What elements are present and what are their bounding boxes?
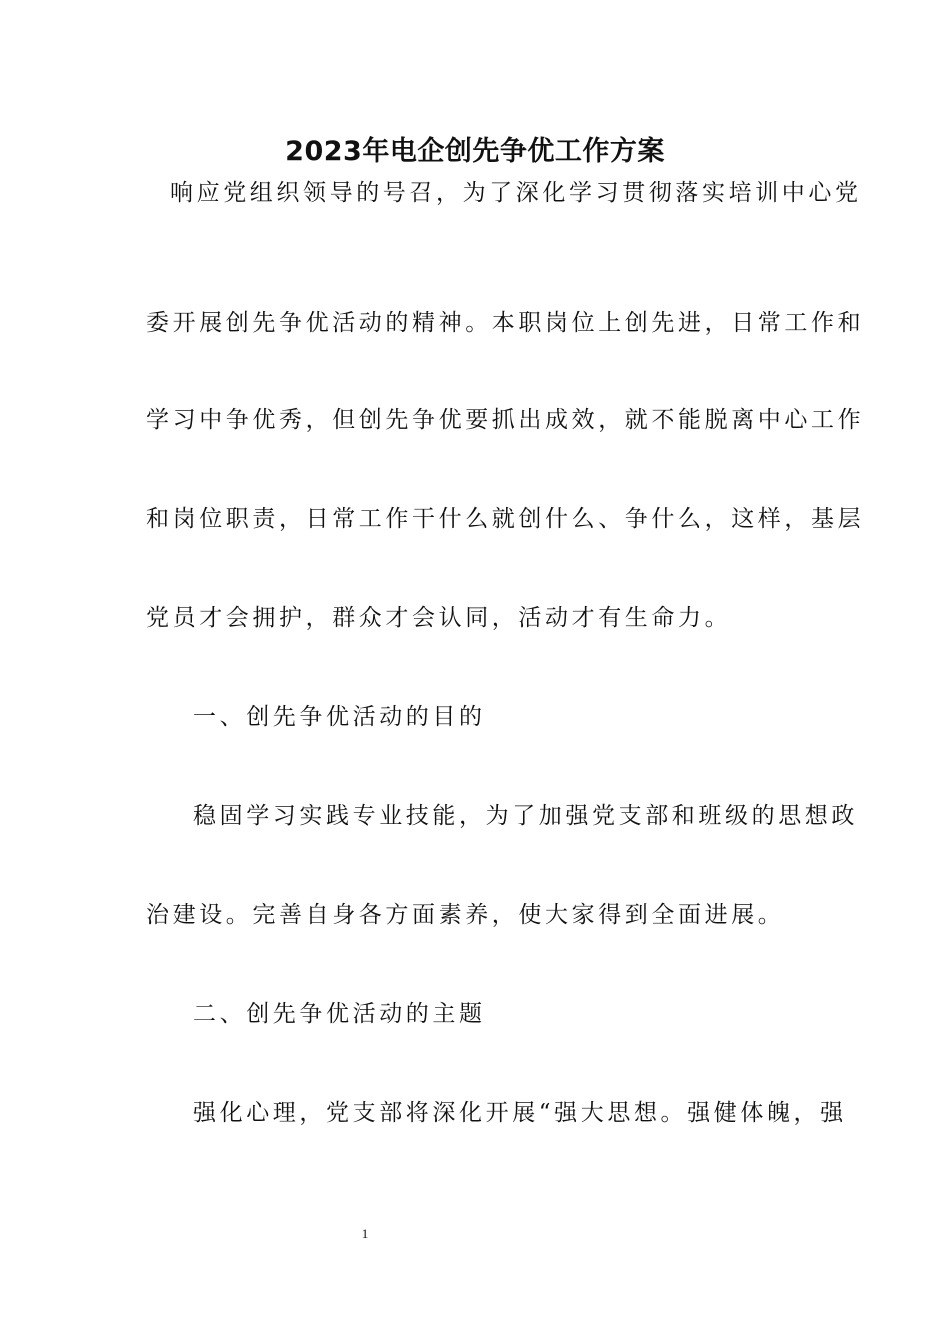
paragraph-line: 响应党组织领导的号召，为了深化学习贯彻落实培训中心党	[170, 180, 862, 206]
section-heading: 二、创先争优活动的主题	[193, 1001, 486, 1027]
document-title: 2023年电企创先争优工作方案	[285, 136, 665, 167]
section-heading: 一、创先争优活动的目的	[193, 704, 486, 730]
paragraph-line: 委开展创先争优活动的精神。本职岗位上创先进，日常工作和	[146, 310, 865, 336]
paragraph-line: 党员才会拥护，群众才会认同，活动才有生命力。	[146, 605, 732, 631]
paragraph-line: 和岗位职责，日常工作干什么就创什么、争什么，这样，基层	[146, 506, 865, 532]
paragraph-line: 学习中争优秀，但创先争优要抓出成效，就不能脱离中心工作	[146, 407, 865, 433]
paragraph-line: 强化心理，党支部将深化开展“强大思想。强健体魄，强	[193, 1100, 847, 1126]
paragraph-line: 治建设。完善自身各方面素养，使大家得到全面进展。	[146, 902, 785, 928]
paragraph-line: 稳固学习实践专业技能，为了加强党支部和班级的思想政	[193, 803, 858, 829]
page-number: 1	[361, 1226, 369, 1241]
